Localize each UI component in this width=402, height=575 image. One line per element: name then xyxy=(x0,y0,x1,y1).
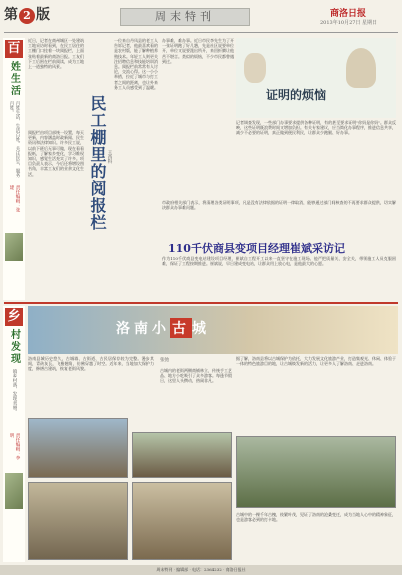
section-tagline: 百姓生活，生活百姓。关注民生，服务百姓。 xyxy=(9,101,20,178)
decorative-image-2 xyxy=(5,473,23,509)
paper-name: 商洛日报 xyxy=(330,9,367,19)
article4-text-b: 古城内的老街两侧商铺林立，传统手工艺品、地方小吃吸引了众多游客。每逢节假日，这里人头攒动，热闹非凡。 xyxy=(160,368,232,384)
page-number-badge: 2 xyxy=(19,8,35,24)
left-column-village xyxy=(3,306,25,562)
section-char: 百 xyxy=(5,40,23,58)
article4-text-c: 据了解，洛南县将以古城保护为依托，大力发展文化旅游产业，打造集观光、休闲、体验于一体的特色旅游目的地，让古城焕发新的活力，让更多人了解洛南、走进洛南。 xyxy=(236,356,396,367)
photo-market xyxy=(132,432,232,478)
article3-text: 作为110千伏商县变电站建设项目经理，崔斌自工程开工以来一直坚守在施工现场。他严把质量关、安全关，带领施工人员克服困难，保证了工程按期推进。崔斌说，早日建成变电站，让群众用上放心电，是他最大的心愿。 xyxy=(162,256,396,267)
article4-banner xyxy=(28,306,398,354)
cartoon-figure-2 xyxy=(244,53,266,83)
header-rule xyxy=(4,32,398,33)
cartoon-figure xyxy=(346,48,376,88)
section-title: 周末特刊 xyxy=(120,8,250,26)
section-label: 第 xyxy=(4,7,18,23)
article1-headline: 民工棚里的阅报栏 xyxy=(88,95,107,231)
section-title-vertical-2: 村发现 xyxy=(8,329,20,365)
left-column-life xyxy=(3,38,25,300)
article4-byline: 张弛 xyxy=(160,358,169,363)
article2-text-a: 办事难，难办事。近日市民李先生为了开一张证明跑了好几趟，先是社区说要单位开，单位又说要派出所开，来回折腾让他苦不堪言。类似的烦恼，不少市民都曾遇到过。 xyxy=(162,38,234,64)
article1-text-c: 一位来自丹凤县的老工人告诉记者，他最喜欢看的是农村版，能了解种植养殖技术。年轻工人则更关注招聘信息和技能培训消息。阅报栏前常常有人讨论，交流心得。这一小小举措，拉近了城市与打工者之间的距离，也让外来务工人员感受到了温暖。 xyxy=(114,38,158,90)
section-char-2: 乡 xyxy=(5,308,23,326)
article1-text-a: 近日，记者在商州城区一处建筑工地采访时看到，在民工居住的工棚门口挂着一块阅报栏，上面张贴着最新的商洛日报。工友们下工后围在栏前阅读，成为工地上一道独特的风景。 xyxy=(28,38,84,70)
article1-byline: 王西科 xyxy=(107,150,112,164)
section-tagline-2: 镇乡村落，发现美丽。 xyxy=(12,369,17,414)
page-number-banner xyxy=(4,4,74,32)
photo-wall xyxy=(132,482,232,560)
photo-tree xyxy=(236,436,396,508)
article1-text-b: 阅报栏由项目部统一设置，每天更新，内容涵盖时政新闻、民生资讯和法律知识。许多民工说，以前下班后无事可做，现在看看报纸，了解家乡变化，学习维权知识，感觉生活充实了许多。项目负责人表示，今后还将增设图书角，丰富工友们的业余文化生活。 xyxy=(28,130,84,177)
photo-old-street xyxy=(28,418,128,478)
article2-illustration xyxy=(236,38,396,118)
section-title-vertical: 姓生活 xyxy=(8,61,20,97)
article4-text-d: 古城中的一棵千年古槐，枝繁叶茂，见证了洛南的沧桑变迁，成为当地人心中的精神象征，也是游客必到的打卡地。 xyxy=(236,512,396,523)
editor-label: 责任编辑：张建 xyxy=(9,185,20,212)
article2-text-c: 市政府相关部门表示，将清理各类证明事项，凡是没有法律依据的证明一律取消，能够通过部门间核查的不再要求群众提供，切实解决群众办事难问题。 xyxy=(162,200,396,211)
page-footer: 周末特刊 · 编辑部 · 电话：2364232 · 商洛日报社 xyxy=(0,565,402,575)
article4-text-a: 洛南县城历史悠久，古城墙、古街道、古民居保存较为完整。漫步其间，青砖灰瓦，飞檐翘角，仿佛穿越了时空。近年来，当地加大保护力度，修缮古建筑，恢复老街风貌。 xyxy=(28,356,154,372)
section-suffix: 版 xyxy=(36,7,50,23)
section-divider xyxy=(4,302,398,304)
article4-headline: 洛南小 古 城 xyxy=(116,318,210,338)
decorative-image xyxy=(5,233,23,261)
article3-headline: 110千伏商县变项目经理崔斌采访记 xyxy=(168,242,345,255)
editor-label-2: 责任编辑：李明 xyxy=(9,433,20,460)
article2-title: 证明的烦恼 xyxy=(266,88,327,102)
photo-gate xyxy=(28,482,128,560)
article2-text-b: 记者调查发现，一些部门办事要求提供各种证明，有的甚至要求证明"你妈是你妈"。群众反映，这些证明既浪费时间又增加负担。有关专家建议，应当简化办事程序，推进信息共享，减少不必要的证明，真正做到便民利民，让群众少跑腿、好办事。 xyxy=(236,120,396,136)
dateline: 2013年10月27日 星期日 xyxy=(320,20,378,26)
